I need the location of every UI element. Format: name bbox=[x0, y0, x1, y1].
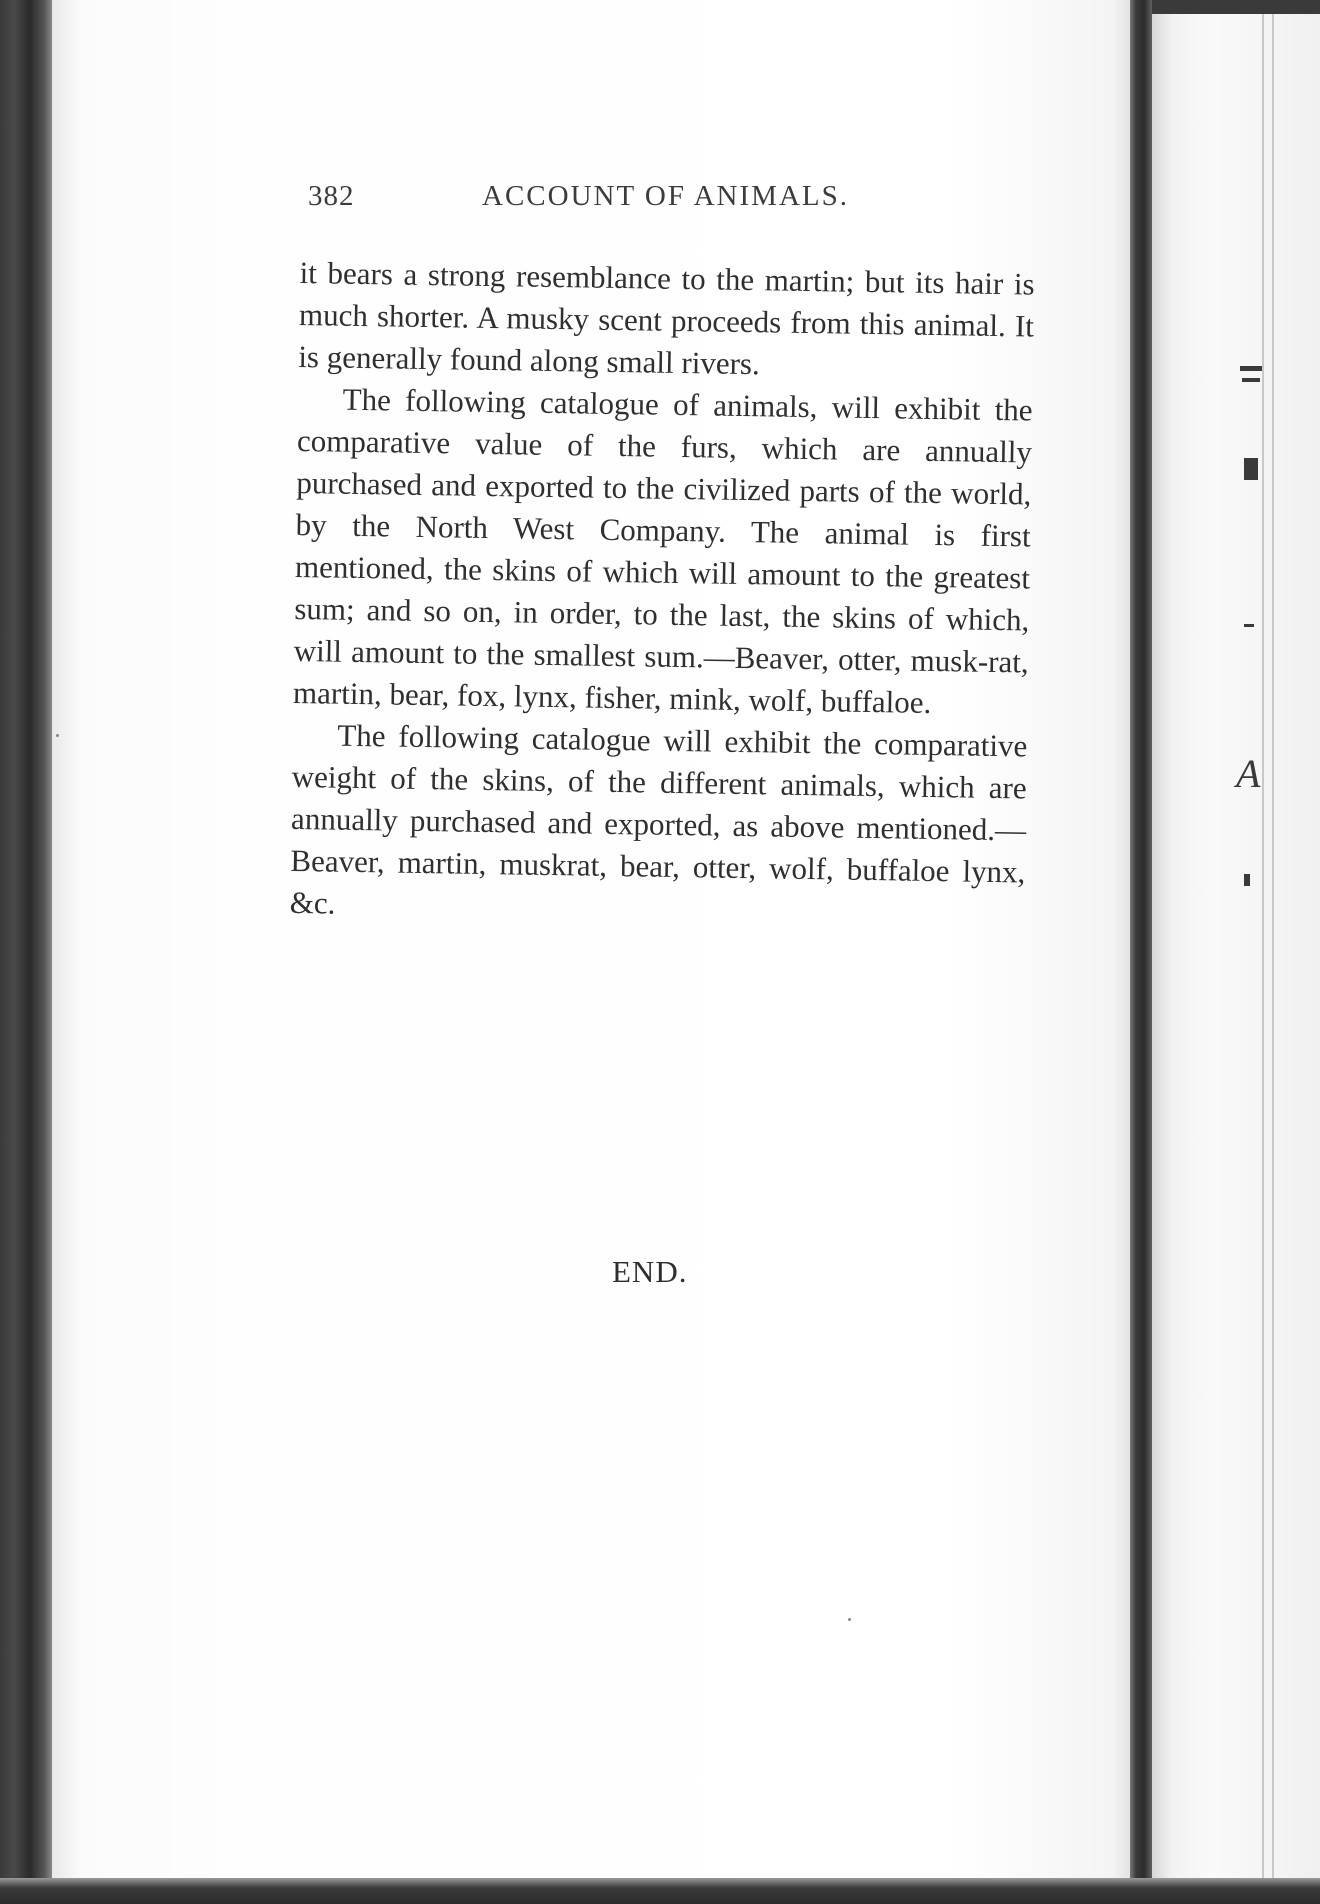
next-page-edge bbox=[1152, 14, 1320, 1880]
page-edge-line bbox=[1272, 14, 1274, 1880]
paper-speck bbox=[848, 1618, 851, 1621]
paper-speck bbox=[56, 734, 59, 737]
running-title: ACCOUNT OF ANIMALS. bbox=[482, 180, 849, 212]
bleed-through-mark bbox=[1240, 366, 1262, 371]
paragraph: it bears a strong resemblance to the martin; but its hair is much shorter. A musky scent proceeds from this animal. It is generally found along small rivers. bbox=[298, 254, 1035, 382]
bleed-through-mark bbox=[1244, 458, 1258, 480]
bleed-through-mark bbox=[1244, 874, 1250, 886]
end-mark: END. bbox=[612, 1254, 688, 1289]
page-number: 382 bbox=[308, 180, 355, 212]
book-gutter bbox=[1130, 0, 1152, 1904]
paragraph: The following catalogue of animals, will exhibit the comparative value of the furs, which are annually purchased and exported to the civilized parts of the world, by the North West Company. The animal is first mentioned, the skins of which will amount to the greatest sum; and so on, in order, to the last, the skins of which, will amount to the smallest sum.—Beaver, otter, musk-rat, martin, bear, fox, lynx, fisher, mink, wolf, buffaloe. bbox=[292, 381, 1033, 720]
bleed-through-mark bbox=[1242, 378, 1260, 382]
book-spine bbox=[0, 0, 58, 1904]
body-text bbox=[289, 252, 1034, 935]
page-edge-line bbox=[1262, 14, 1264, 1880]
top-shadow bbox=[1152, 0, 1320, 14]
running-head bbox=[308, 180, 1028, 230]
bleed-through-glyph: A bbox=[1236, 751, 1261, 796]
bottom-shadow bbox=[0, 1878, 1320, 1904]
paragraph: The following catalogue will exhibit the comparative weight of the skins, of the different animals, which are annually purchased and exported, as above mentioned.—Beaver, martin, muskrat, bear, otter, wolf, buffaloe lynx, &c. bbox=[289, 717, 1028, 921]
bleed-through-mark bbox=[1244, 624, 1254, 627]
